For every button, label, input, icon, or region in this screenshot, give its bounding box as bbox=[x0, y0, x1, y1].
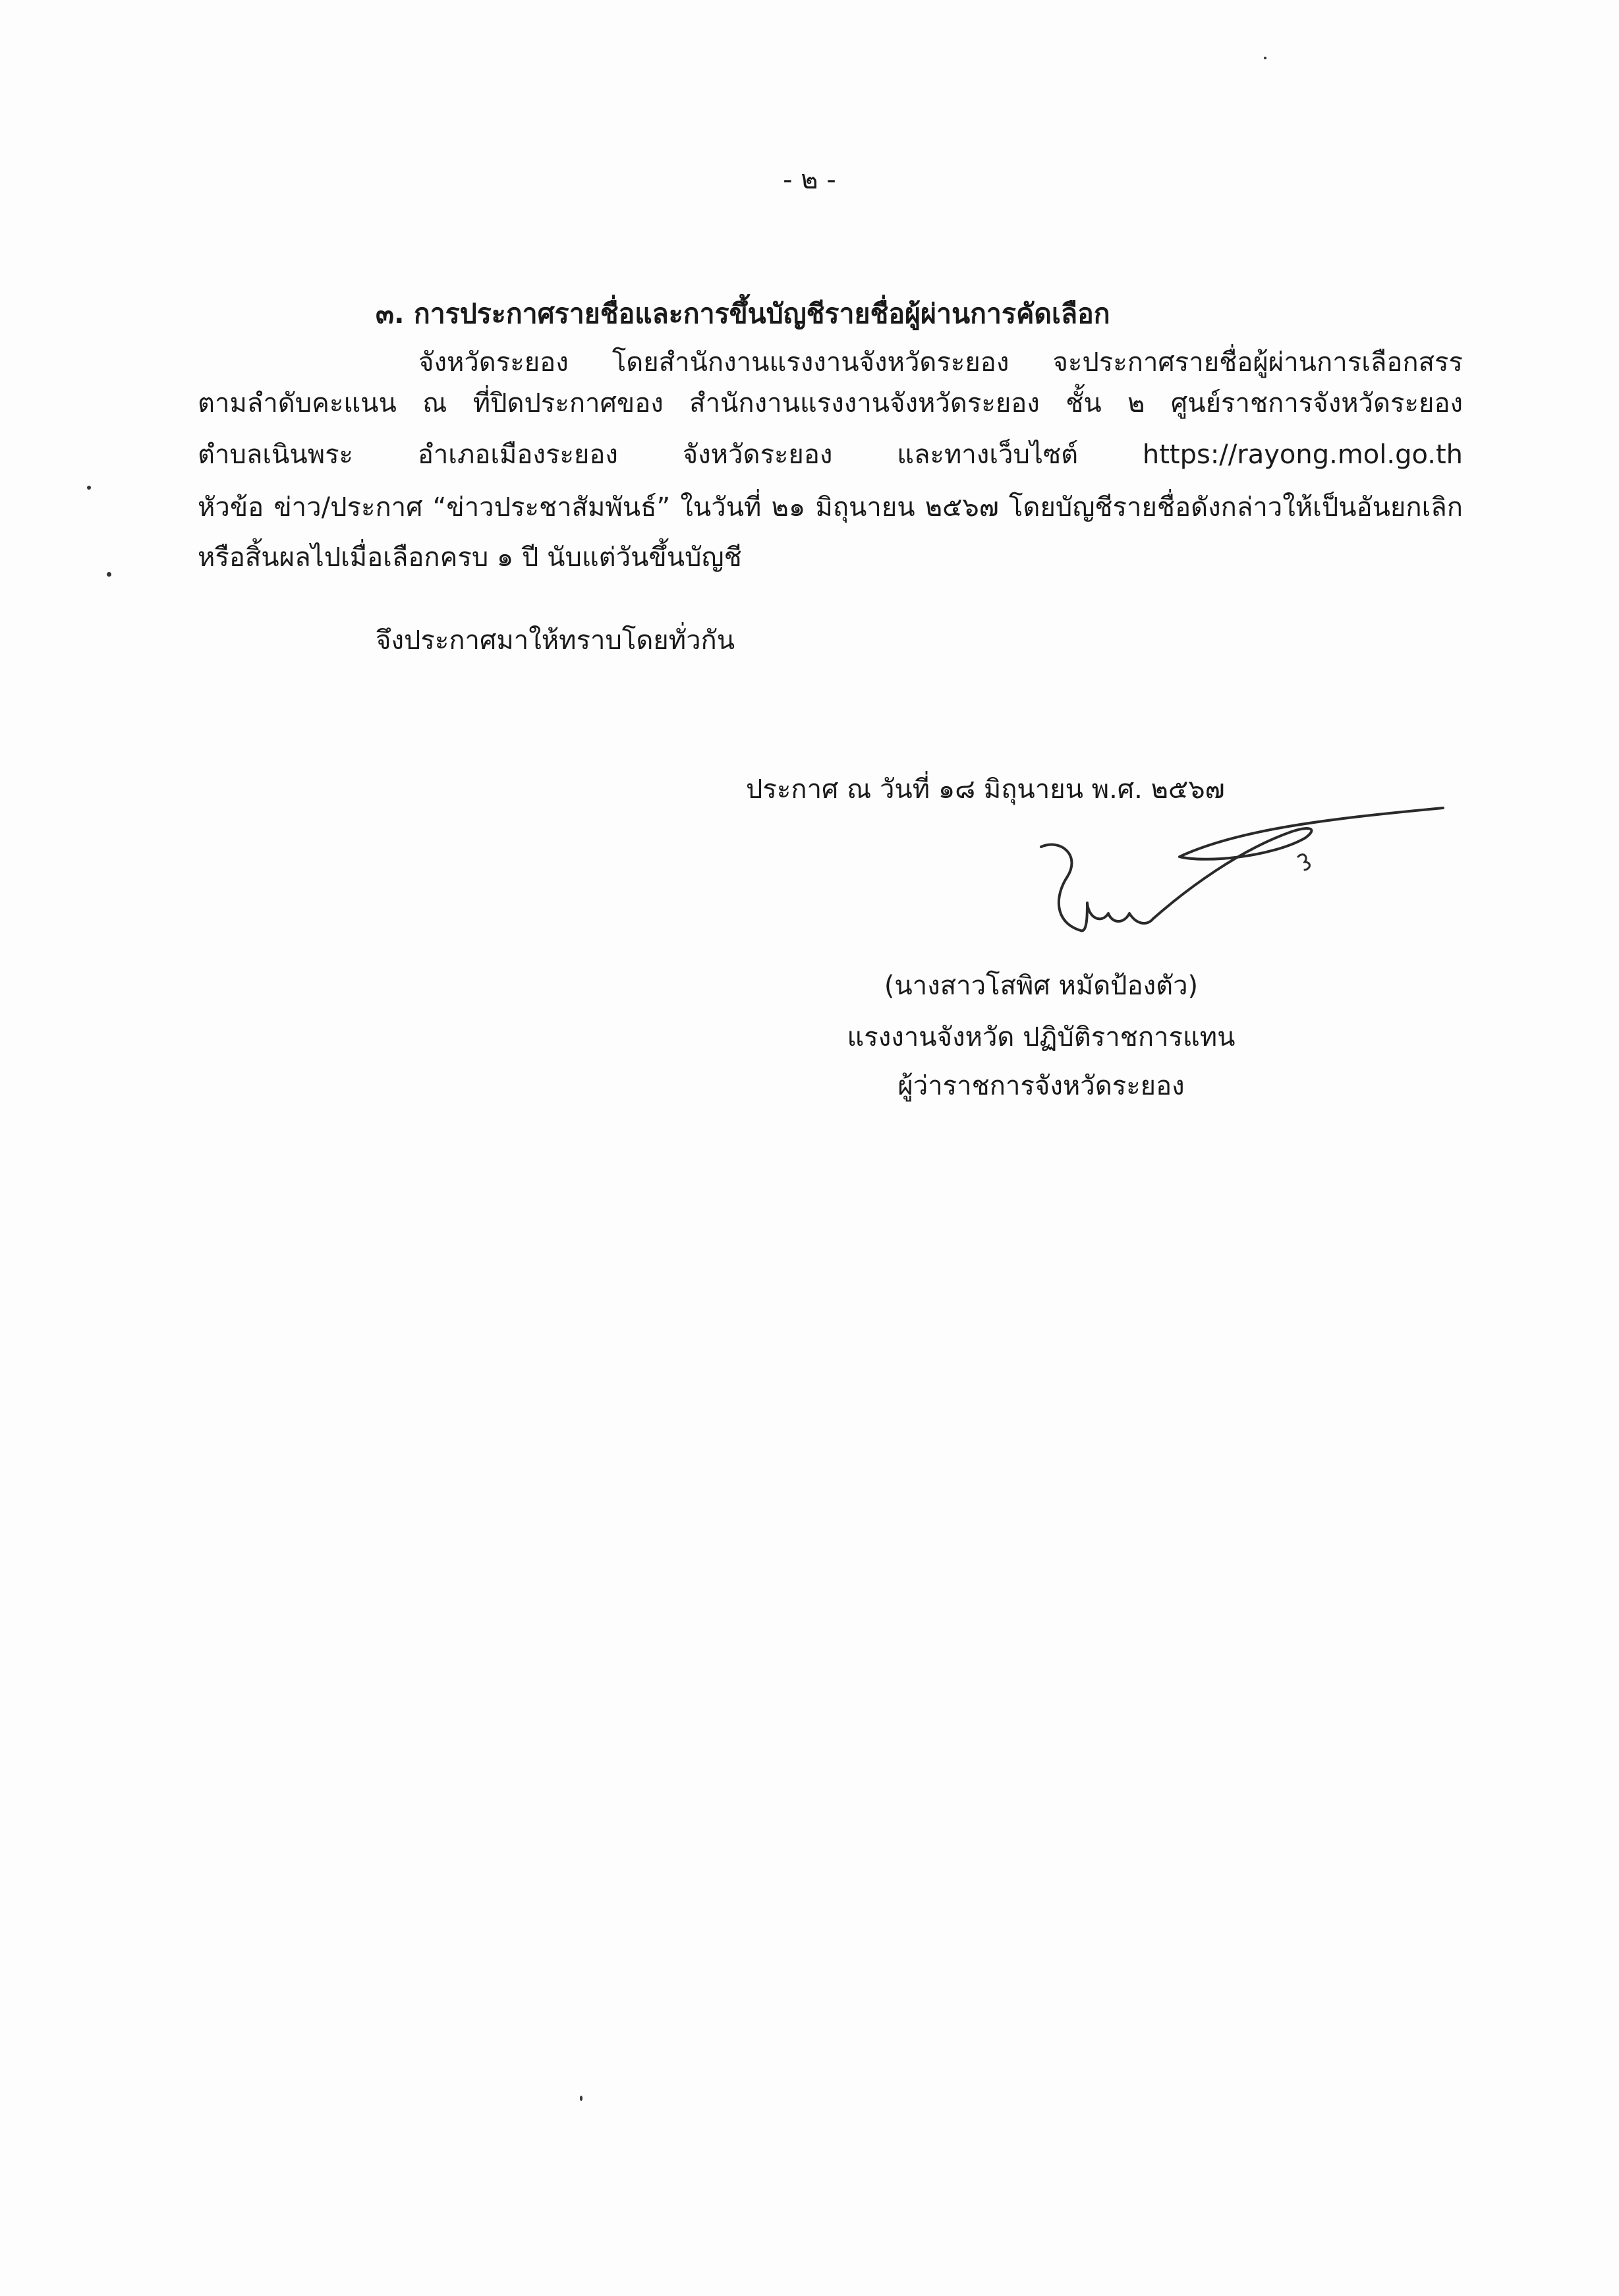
announcement-date: ประกาศ ณ วันที่ ๑๘ มิถุนายน พ.ศ. ๒๕๖๗ bbox=[746, 774, 1225, 805]
signatory-position: แรงงานจังหวัด ปฏิบัติราชการแทน bbox=[847, 1022, 1236, 1052]
signatory-name: (นางสาวโสพิศ หมัดป้องตัว) bbox=[884, 971, 1199, 1001]
body-line-2: ตามลำดับคะแนน ณ ที่ปิดประกาศของ สำนักงานแรงงานจังหวัดระยอง ชั้น ๒ ศูนย์ราชการจังหวัดระยอง bbox=[198, 388, 1463, 418]
body-line-3: ตำบลเนินพระ อำเภอเมืองระยอง จังหวัดระยอง และทางเว็บไซต์ https://rayong.mol.go.th bbox=[198, 440, 1463, 470]
handwritten-signature bbox=[988, 778, 1450, 949]
page-number: - ๒ - bbox=[783, 165, 836, 195]
scan-speck bbox=[107, 572, 111, 577]
scan-speck bbox=[87, 486, 91, 490]
body-line-5: หรือสิ้นผลไปเมื่อเลือกครบ ๑ ปี นับแต่วันขึ้นบัญชี bbox=[198, 542, 742, 573]
signatory-authority: ผู้ว่าราชการจังหวัดระยอง bbox=[897, 1071, 1185, 1101]
body-line-4: หัวข้อ ข่าว/ประกาศ “ข่าวประชาสัมพันธ์” ในวันที่ ๒๑ มิถุนายน ๒๕๖๗ โดยบัญชีรายชื่อดังกล่าวให้เป็นอันยกเลิก bbox=[198, 492, 1463, 523]
section-heading: ๓. การประกาศรายชื่อและการขึ้นบัญชีรายชื่อผู้ผ่านการคัดเลือก bbox=[376, 298, 1110, 330]
body-line-1: จังหวัดระยอง โดยสำนักงานแรงงานจังหวัดระยอง จะประกาศรายชื่อผู้ผ่านการเลือกสรร bbox=[418, 347, 1463, 378]
closing-statement: จึงประกาศมาให้ทราบโดยทั่วกัน bbox=[376, 625, 735, 656]
scan-speck bbox=[580, 2096, 582, 2101]
scan-speck bbox=[1264, 57, 1266, 59]
